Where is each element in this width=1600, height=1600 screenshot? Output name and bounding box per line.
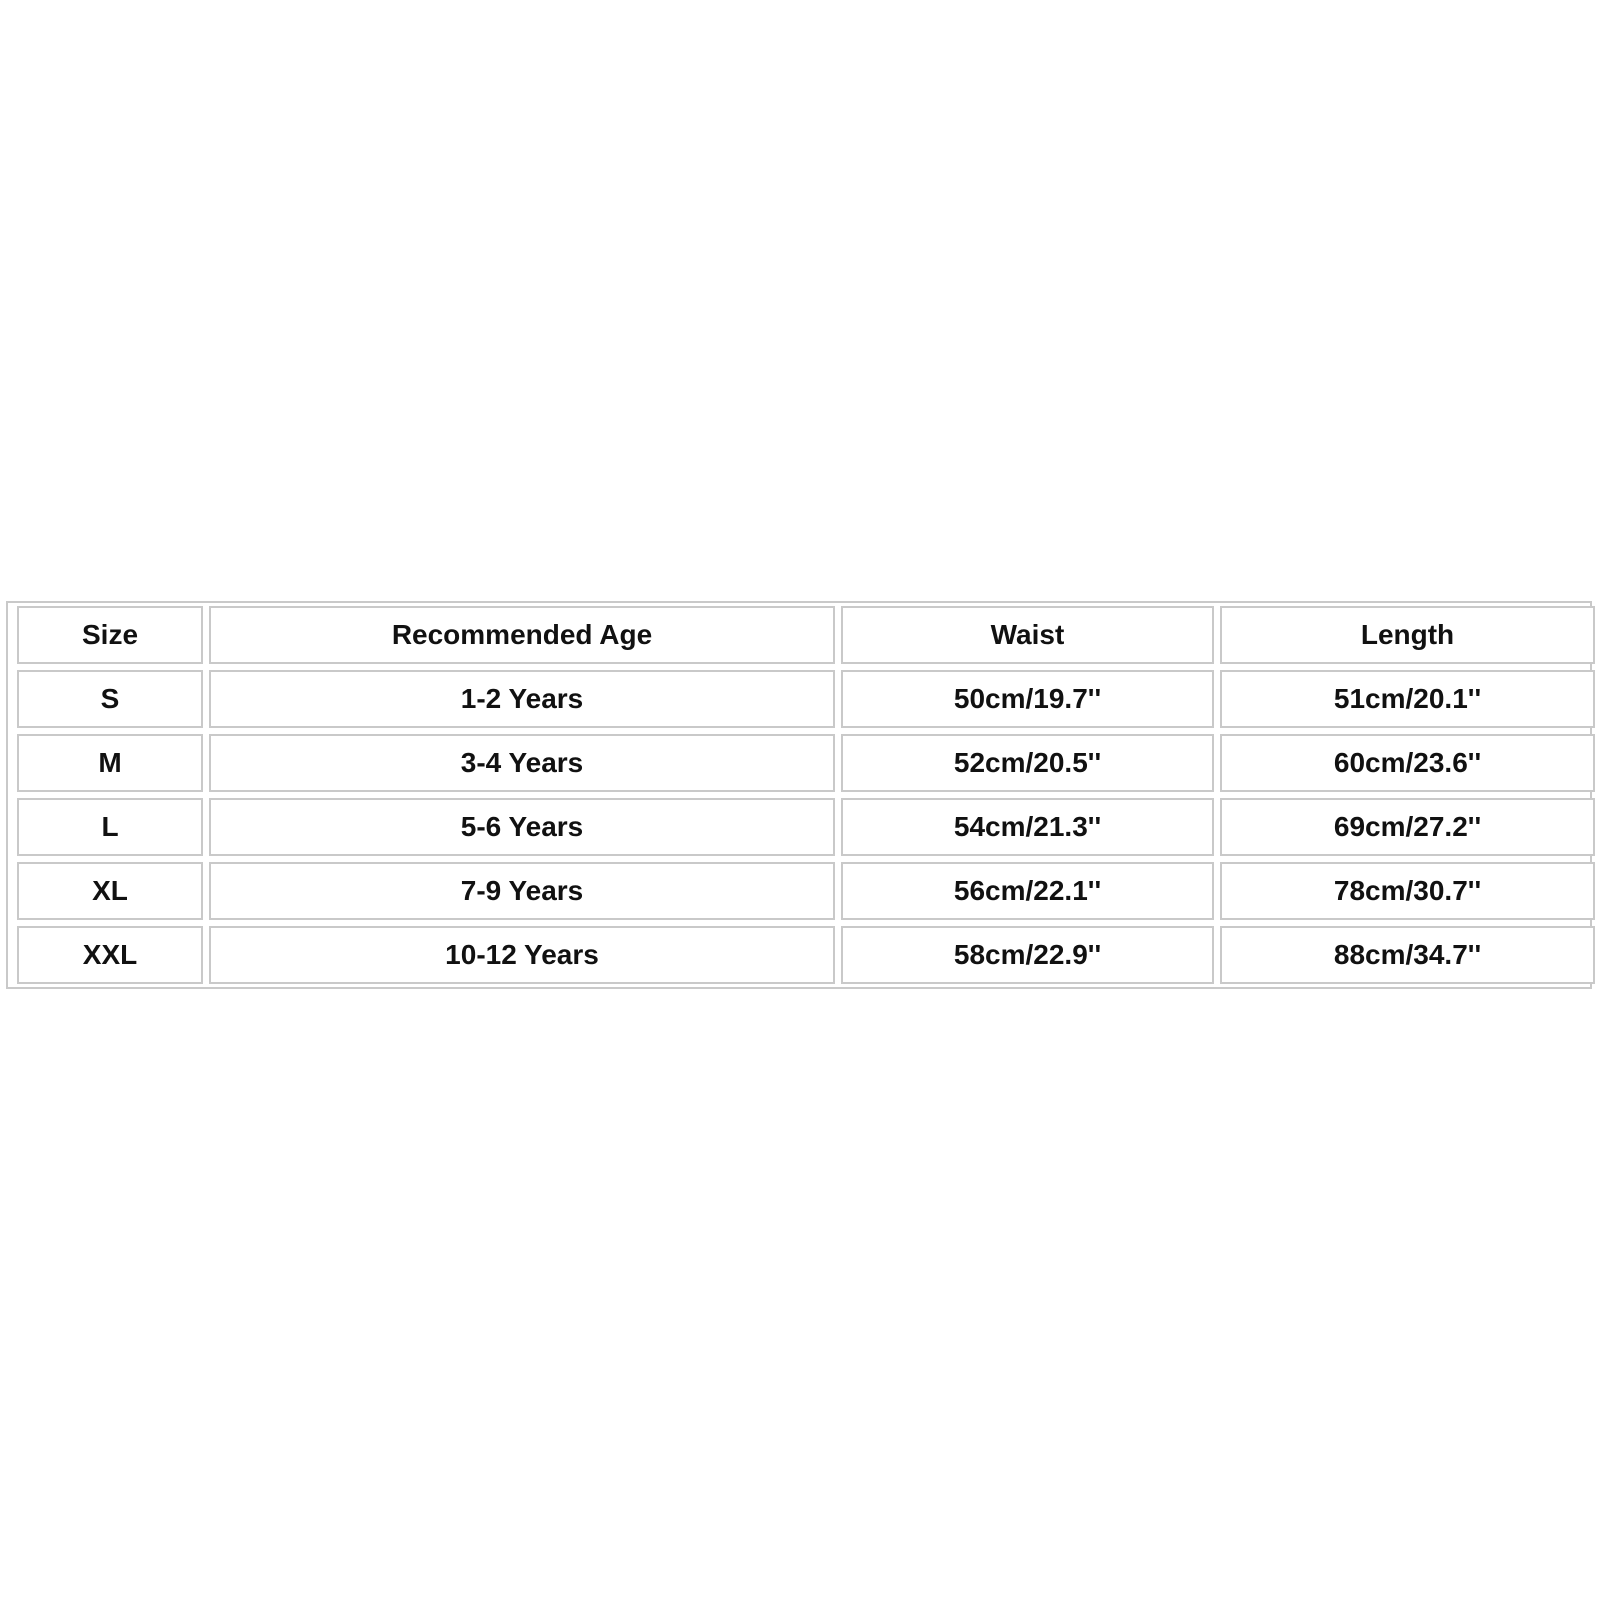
cell-recommended-age: 5-6 Years bbox=[209, 798, 835, 856]
cell-recommended-age: 1-2 Years bbox=[209, 670, 835, 728]
cell-size: XL bbox=[17, 862, 203, 920]
header-recommended-age: Recommended Age bbox=[209, 606, 835, 664]
cell-waist: 50cm/19.7'' bbox=[841, 670, 1214, 728]
cell-size: L bbox=[17, 798, 203, 856]
cell-recommended-age: 10-12 Years bbox=[209, 926, 835, 984]
table-row bbox=[17, 798, 1595, 856]
size-chart-table bbox=[11, 600, 1600, 990]
header-size: Size bbox=[17, 606, 203, 664]
cell-length: 60cm/23.6'' bbox=[1220, 734, 1595, 792]
cell-recommended-age: 3-4 Years bbox=[209, 734, 835, 792]
header-length: Length bbox=[1220, 606, 1595, 664]
table-row bbox=[17, 926, 1595, 984]
cell-waist: 58cm/22.9'' bbox=[841, 926, 1214, 984]
cell-recommended-age: 7-9 Years bbox=[209, 862, 835, 920]
size-chart bbox=[6, 601, 1592, 989]
cell-length: 69cm/27.2'' bbox=[1220, 798, 1595, 856]
cell-size: S bbox=[17, 670, 203, 728]
table-row bbox=[17, 670, 1595, 728]
cell-waist: 52cm/20.5'' bbox=[841, 734, 1214, 792]
cell-length: 51cm/20.1'' bbox=[1220, 670, 1595, 728]
table-row bbox=[17, 734, 1595, 792]
cell-waist: 56cm/22.1'' bbox=[841, 862, 1214, 920]
table-header-row bbox=[17, 606, 1595, 664]
cell-length: 78cm/30.7'' bbox=[1220, 862, 1595, 920]
cell-waist: 54cm/21.3'' bbox=[841, 798, 1214, 856]
cell-length: 88cm/34.7'' bbox=[1220, 926, 1595, 984]
cell-size: M bbox=[17, 734, 203, 792]
cell-size: XXL bbox=[17, 926, 203, 984]
table-row bbox=[17, 862, 1595, 920]
header-waist: Waist bbox=[841, 606, 1214, 664]
